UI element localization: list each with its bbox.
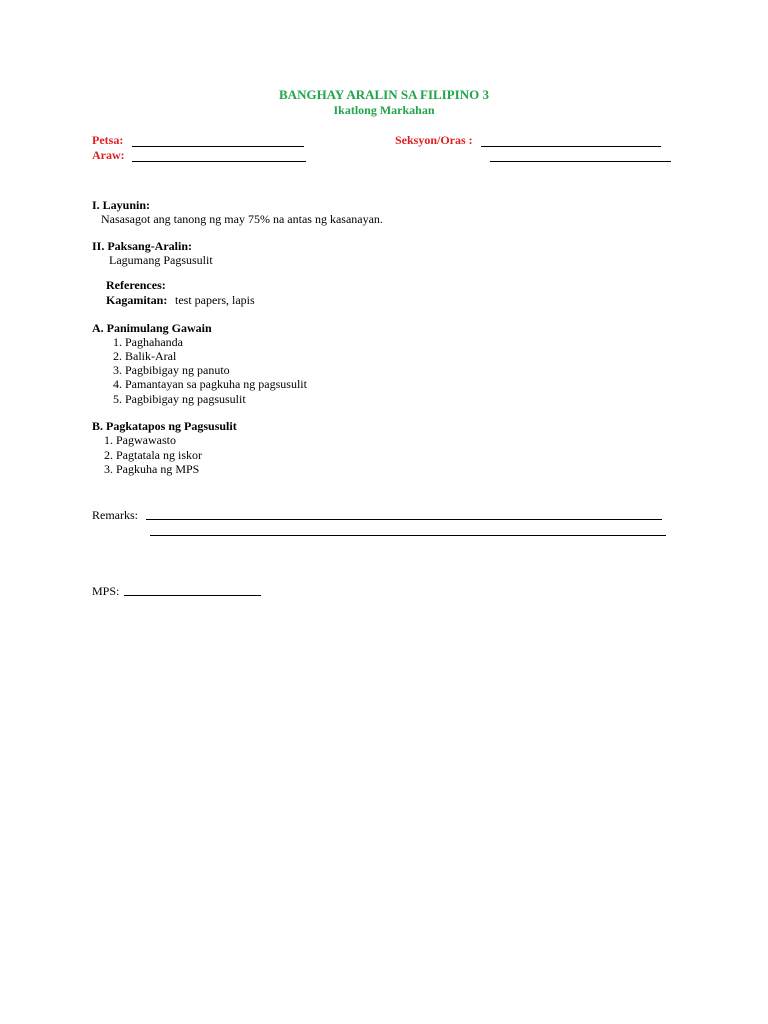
araw-label: Araw: xyxy=(92,148,125,162)
panimula-heading: A. Panimulang Gawain xyxy=(92,321,212,335)
references-label: References: xyxy=(106,278,166,292)
layunin-heading: I. Layunin: xyxy=(92,198,151,212)
list-item: 3. Pagbibigay ng panuto xyxy=(113,363,230,377)
layunin-text: Nasasagot ang tanong ng may 75% na antas ng kasanayan. xyxy=(101,212,383,226)
mps-label: MPS: xyxy=(92,584,120,598)
remarks-label: Remarks: xyxy=(92,508,138,522)
seksyon-fill-line[interactable] xyxy=(481,146,661,147)
list-item: 2. Pagtatala ng iskor xyxy=(104,448,202,462)
araw-fill-line[interactable] xyxy=(132,161,306,162)
list-item: 3. Pagkuha ng MPS xyxy=(104,462,200,476)
list-item: 1. Pagwawasto xyxy=(104,433,176,447)
paksa-heading: II. Paksang-Aralin: xyxy=(92,239,193,253)
list-item: 1. Paghahanda xyxy=(113,335,183,349)
list-item: 2. Balik-Aral xyxy=(113,349,177,363)
pagkatapos-heading: B. Pagkatapos ng Pagsusulit xyxy=(92,419,237,433)
petsa-label: Petsa: xyxy=(92,133,124,147)
kagamitan-value: test papers, lapis xyxy=(175,293,255,307)
remarks-fill-line-2[interactable] xyxy=(150,535,666,536)
paksa-text: Lagumang Pagsusulit xyxy=(109,253,213,267)
petsa-fill-line[interactable] xyxy=(132,146,304,147)
kagamitan-label: Kagamitan: xyxy=(106,293,168,307)
remarks-fill-line[interactable] xyxy=(146,519,662,520)
oras-fill-line[interactable] xyxy=(490,161,671,162)
list-item: 4. Pamantayan sa pagkuha ng pagsusulit xyxy=(113,377,307,391)
document-title: BANGHAY ARALIN SA FILIPINO 3 xyxy=(279,87,489,102)
seksyon-label: Seksyon/Oras : xyxy=(395,133,473,147)
document-subtitle: Ikatlong Markahan xyxy=(333,103,435,117)
list-item: 5. Pagbibigay ng pagsusulit xyxy=(113,392,246,406)
mps-fill-line[interactable] xyxy=(124,595,261,596)
